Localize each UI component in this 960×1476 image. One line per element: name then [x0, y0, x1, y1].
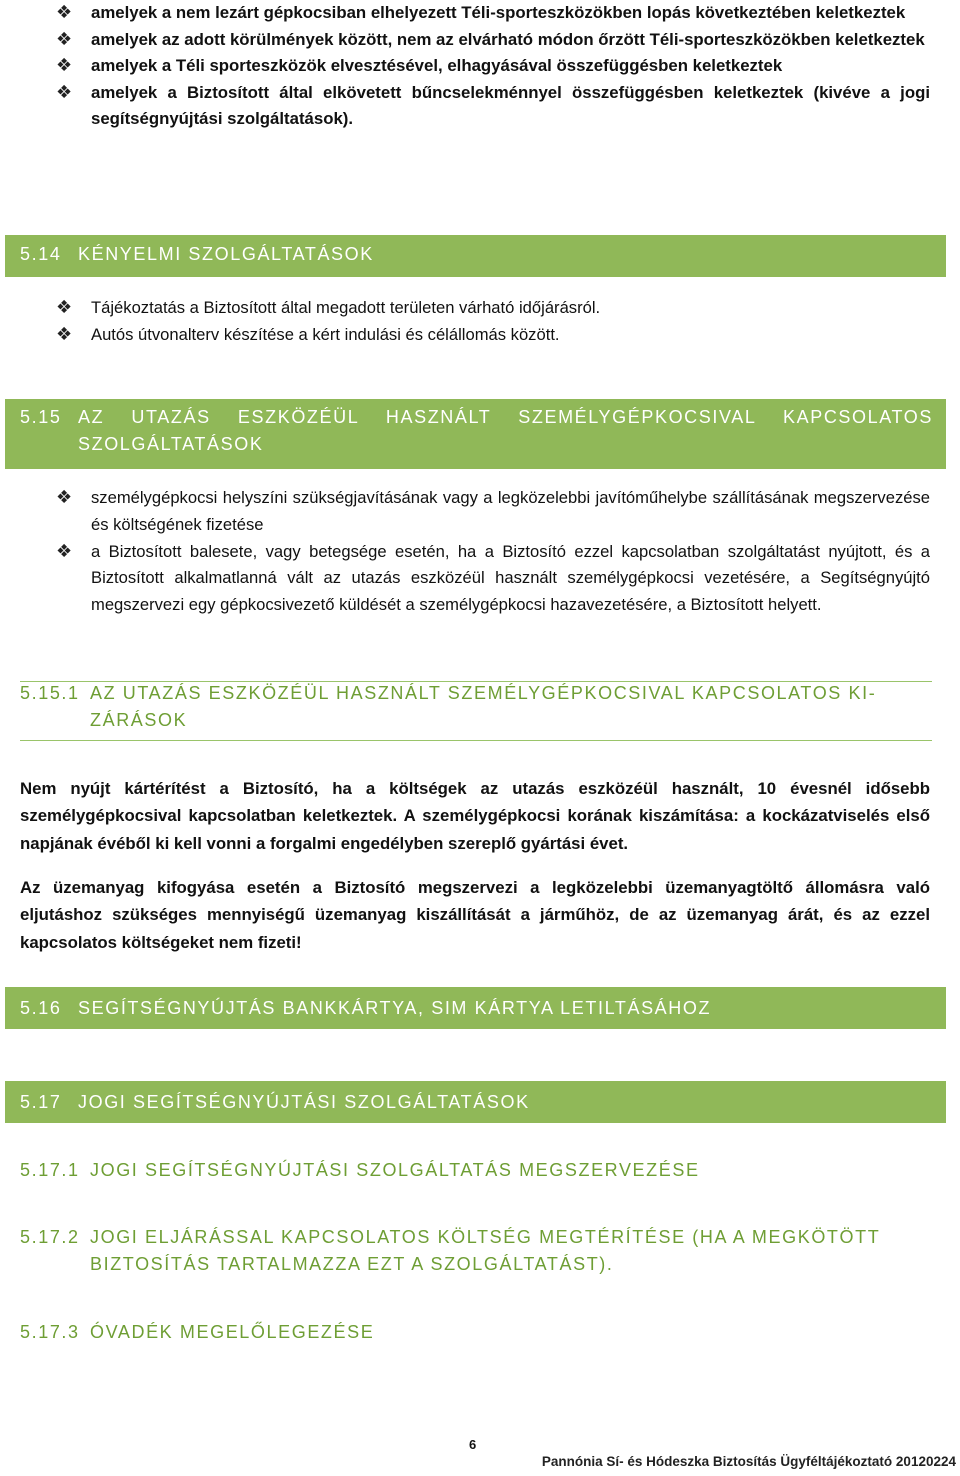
section-number: 5.15.1 [20, 683, 80, 703]
list-item: ❖ Autós útvonalterv készítése a kért indulási és célállomás között. [56, 322, 930, 349]
list-item: ❖ Tájékoztatás a Biztosított által megadott területen várható időjárásról. [56, 295, 930, 322]
subsection-heading-5-17-1 [20, 1157, 700, 1184]
section-title-line1: AZ UTAZÁS ESZKÖZÉÜL HASZNÁLT SZEMÉLYGÉPKOCSIVAL KAPCSOLATOS [78, 407, 933, 427]
section-heading-5-16 [5, 987, 946, 1029]
divider [20, 740, 932, 741]
diamond-bullet-icon: ❖ [56, 2, 73, 23]
diamond-bullet-icon: ❖ [56, 540, 73, 562]
diamond-bullet-icon: ❖ [56, 55, 73, 77]
fuel-paragraph: Az üzemanyag kifogyása esetén a Biztosító megszervezi a legközelebbi üzemanyagtöltő állomásra való eljutáshoz szükséges mennyiségű üzemanyag kiszállítását a járműhöz, de az üzemanyag árát, és az ezzel kapcsolatos költségeket nem fizeti! [20, 877, 930, 952]
list-item: ❖ amelyek a Téli sporteszközök elvesztésével, elhagyásával összefüggésben keletkeztek [56, 53, 930, 80]
section-title-line1: AZ UTAZÁS ESZKÖZÉÜL HASZNÁLT SZEMÉLYGÉPKOCSIVAL KAPCSOLATOS KI- [90, 683, 877, 703]
section-heading-5-17 [5, 1081, 946, 1123]
section-number: 5.14 [20, 244, 62, 264]
list-item: ❖ személygépkocsi helyszíni szükségjavításának vagy a legközelebbi javítóműhelybe szállításának megszervezése és költségének fizetése [56, 487, 930, 534]
diamond-bullet-icon: ❖ [56, 487, 73, 508]
car-services-list [56, 485, 930, 619]
section-title: JOGI SEGÍTSÉGNYÚJTÁSI SZOLGÁLTATÁS MEGSZERVEZÉSE [90, 1160, 700, 1180]
section-number: 5.17 [20, 1092, 62, 1112]
section-title-line2: SZOLGÁLTATÁSOK [78, 434, 264, 454]
section-number: 5.17.1 [20, 1160, 80, 1180]
section-heading-5-14 [5, 235, 946, 277]
exclusion-paragraph: Nem nyújt kártérítést a Biztosító, ha a költségek az utazás eszközéül használt, 10 évesnél idősebb személygépkocsival kapcsolatban keletkeztek. A személygépkocsi korának kiszámítása: a kockázatviselés első napjának évéből ki kell vonni a forgalmi engedélyben szereplő gyártási évet. [20, 778, 930, 853]
section-title-line1: JOGI ELJÁRÁSSAL KAPCSOLATOS KÖLTSÉG MEGTÉRÍTÉSE (HA A MEGKÖTÖTT [90, 1227, 881, 1247]
section-number: 5.15 [20, 407, 62, 427]
section-title: KÉNYELMI SZOLGÁLTATÁSOK [78, 244, 374, 264]
diamond-bullet-icon: ❖ [56, 323, 73, 345]
document-footer: Pannónia Sí- és Hódeszka Biztosítás Ügyféltájékoztató 20120224 [541, 1454, 956, 1469]
list-item: ❖ amelyek a nem lezárt gépkocsiban elhelyezett Téli-sporteszközökben lopás következtében keletkeztek [56, 0, 930, 27]
subsection-heading-5-17-2 [20, 1224, 932, 1278]
section-number: 5.17.2 [20, 1227, 80, 1247]
subsection-heading-5-15-1 [20, 680, 932, 734]
subsection-heading-5-17-3 [20, 1319, 374, 1346]
section-title-line2: ZÁRÁSOK [90, 710, 188, 730]
section-title: JOGI SEGÍTSÉGNYÚJTÁSI SZOLGÁLTATÁSOK [78, 1092, 530, 1112]
section-title: ÓVADÉK MEGELŐLEGEZÉSE [90, 1322, 375, 1342]
exclusion-bullet-list [56, 0, 930, 133]
section-number: 5.17.3 [20, 1322, 80, 1342]
section-title-line2: BIZTOSÍTÁS TARTALMAZZA EZT A SZOLGÁLTATÁST). [90, 1254, 614, 1274]
list-item: ❖ a Biztosított balesete, vagy betegsége esetén, ha a Biztosító ezzel kapcsolatban szolgáltatást nyújtott, és a Biztosított alkalmatlanná vált az utazás eszközéül használt személygépkocsi vezetésére, a Segítségnyújtó megszervezi egy gépkocsivezető küldését a személygépkocsi hazavezetésére, a Biztosított helyett. [56, 540, 930, 615]
list-item: ❖ amelyek az adott körülmények között, nem az elvárható módon őrzött Téli-sporteszközökben keletkeztek [56, 27, 930, 54]
section-title: SEGÍTSÉGNYÚJTÁS BANKKÁRTYA, SIM KÁRTYA LETILTÁSÁHOZ [78, 998, 712, 1018]
section-heading-5-15 [5, 399, 946, 469]
list-item: ❖ amelyek a Biztosított által elkövetett bűncselekménnyel összefüggésben keletkeztek (kivéve a jogi segítségnyújtási szolgáltatások). [56, 81, 930, 129]
comfort-services-list [56, 295, 930, 348]
diamond-bullet-icon: ❖ [56, 81, 73, 103]
page-number: 6 [469, 1437, 477, 1452]
diamond-bullet-icon: ❖ [56, 297, 73, 318]
section-number: 5.16 [20, 998, 62, 1018]
diamond-bullet-icon: ❖ [56, 28, 73, 50]
